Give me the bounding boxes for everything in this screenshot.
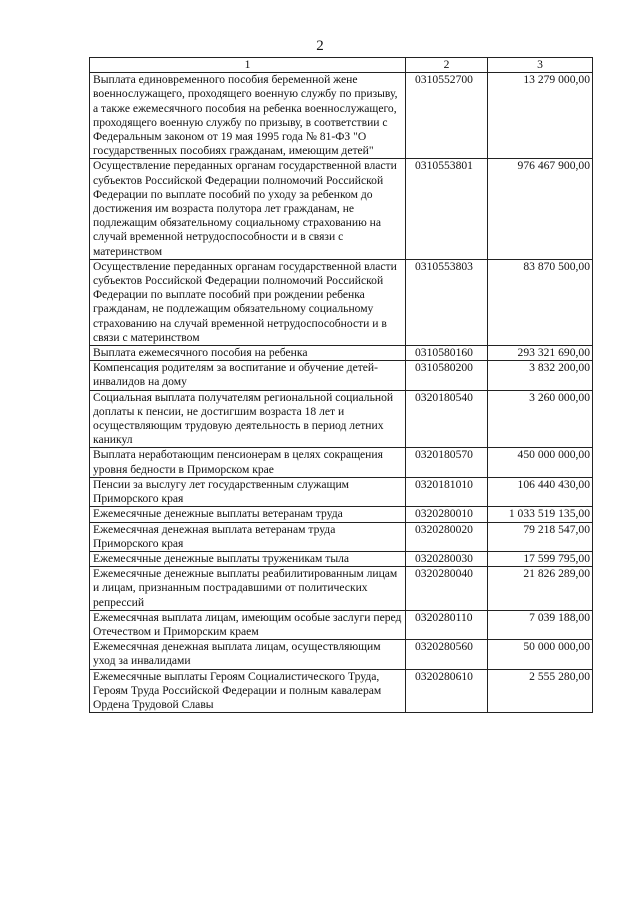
page-number: 2 [316, 38, 324, 54]
row-name: Социальная выплата получателям региональной социальной доплаты к пенсии, не достигшим возраста 18 лет и осуществляющим трудовую деятельность в период летних каникул [90, 390, 406, 448]
row-name: Осуществление переданных органам государственной власти субъектов Российской Федерации полномочий Российской Федерации по выплате пособий при рождении ребенка гражданам, не подлежащим обязательному социальному страхованию на случай временной нетрудоспособности и в связи с материнством [90, 259, 406, 345]
row-name: Пенсии за выслугу лет государственным служащим Приморского края [90, 477, 406, 506]
row-code: 0320280560 [406, 640, 488, 669]
column-header-3: 3 [488, 58, 593, 73]
table-row [90, 551, 593, 566]
row-name: Ежемесячные денежные выплаты ветеранам труда [90, 507, 406, 522]
table-row [90, 567, 593, 611]
row-amount: 7 039 188,00 [488, 610, 593, 639]
row-name: Компенсация родителям за воспитание и обучение детей-инвалидов на дому [90, 361, 406, 390]
row-code: 0320280110 [406, 610, 488, 639]
row-code: 0310580200 [406, 361, 488, 390]
row-amount: 3 832 200,00 [488, 361, 593, 390]
row-amount: 106 440 430,00 [488, 477, 593, 506]
row-code: 0320180570 [406, 448, 488, 477]
row-code: 0310552700 [406, 73, 488, 159]
table-row [90, 640, 593, 669]
row-name: Ежемесячная денежная выплата лицам, осуществляющим уход за инвалидами [90, 640, 406, 669]
row-code: 0320280010 [406, 507, 488, 522]
row-amount: 21 826 289,00 [488, 567, 593, 611]
table-header-row [90, 58, 593, 73]
row-code: 0310580160 [406, 346, 488, 361]
table-row [90, 522, 593, 551]
table-row [90, 361, 593, 390]
budget-table [89, 57, 593, 713]
column-header-2: 2 [406, 58, 488, 73]
row-amount: 50 000 000,00 [488, 640, 593, 669]
row-code: 0320280020 [406, 522, 488, 551]
row-code: 0320280030 [406, 551, 488, 566]
row-code: 0320180540 [406, 390, 488, 448]
row-code: 0320280040 [406, 567, 488, 611]
row-name: Ежемесячные выплаты Героям Социалистического Труда, Героям Труда Российской Федерации и полным кавалерам Ордена Трудовой Славы [90, 669, 406, 713]
row-name: Ежемесячные денежные выплаты реабилитированным лицам и лицам, признанным пострадавшими от политических репрессий [90, 567, 406, 611]
row-name: Выплата ежемесячного пособия на ребенка [90, 346, 406, 361]
row-amount: 79 218 547,00 [488, 522, 593, 551]
row-code: 0310553803 [406, 259, 488, 345]
table-row [90, 259, 593, 345]
row-amount: 2 555 280,00 [488, 669, 593, 713]
row-amount: 83 870 500,00 [488, 259, 593, 345]
row-code: 0320181010 [406, 477, 488, 506]
column-header-1: 1 [90, 58, 406, 73]
row-amount: 1 033 519 135,00 [488, 507, 593, 522]
row-name: Выплата неработающим пенсионерам в целях сокращения уровня бедности в Приморском крае [90, 448, 406, 477]
row-name: Ежемесячные денежные выплаты труженикам тыла [90, 551, 406, 566]
row-name: Выплата единовременного пособия беременной жене военнослужащего, проходящего военную службу по призыву, а также ежемесячного пособия на ребенка военнослужащего, проходящего военную службу по призыву, в соответствии с Федеральным законом от 19 мая 1995 года № 81-ФЗ "О государственных пособиях гражданам, имеющим детей" [90, 73, 406, 159]
row-amount: 293 321 690,00 [488, 346, 593, 361]
row-name: Ежемесячная денежная выплата ветеранам труда Приморского края [90, 522, 406, 551]
table-body [90, 73, 593, 713]
table-row [90, 448, 593, 477]
row-code: 0310553801 [406, 159, 488, 259]
table-row [90, 669, 593, 713]
table-row [90, 477, 593, 506]
row-code: 0320280610 [406, 669, 488, 713]
row-amount: 13 279 000,00 [488, 73, 593, 159]
table-row [90, 73, 593, 159]
table-row [90, 507, 593, 522]
row-amount: 3 260 000,00 [488, 390, 593, 448]
table-row [90, 390, 593, 448]
table-row [90, 346, 593, 361]
row-name: Ежемесячная выплата лицам, имеющим особые заслуги перед Отечеством и Приморским краем [90, 610, 406, 639]
row-amount: 976 467 900,00 [488, 159, 593, 259]
row-name: Осуществление переданных органам государственной власти субъектов Российской Федерации полномочий Российской Федерации по выплате пособий по уходу за ребенком до достижения им возраста полутора лет гражданам, не подлежащим обязательному социальному страхованию на случай временной нетрудоспособности и в связи с материнством [90, 159, 406, 259]
table-row [90, 159, 593, 259]
table-row [90, 610, 593, 639]
row-amount: 17 599 795,00 [488, 551, 593, 566]
row-amount: 450 000 000,00 [488, 448, 593, 477]
